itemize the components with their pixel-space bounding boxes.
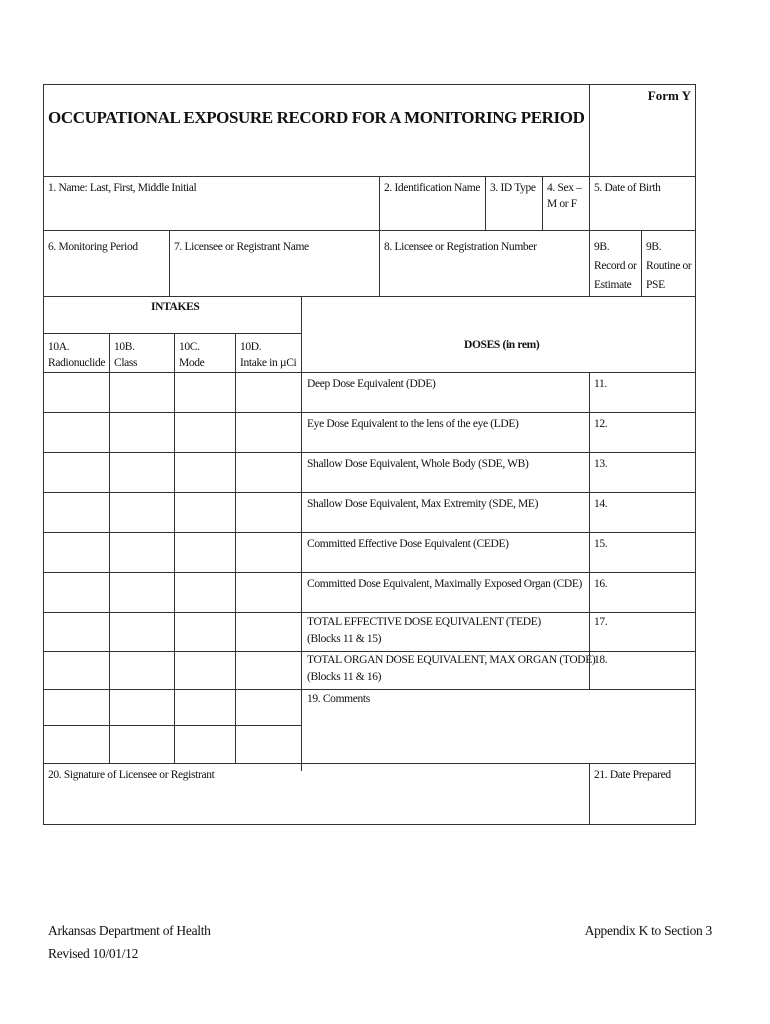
col-mode-l2: Mode (179, 357, 205, 369)
dose-label-cede: Committed Effective Dose Equivalent (CEDE) (307, 538, 509, 550)
divider-c131 (174, 333, 175, 763)
dose-label-tede-l1: TOTAL EFFECTIVE DOSE EQUIVALENT (TEDE) (307, 616, 541, 628)
border-bottom (43, 824, 695, 825)
footer-revised: Revised 10/01/12 (48, 946, 139, 961)
dose-field-17[interactable]: 17. (594, 616, 608, 628)
dose-row-line (301, 372, 695, 373)
field-sex-line1[interactable]: 4. Sex – (547, 182, 582, 194)
dose-row-line (301, 452, 695, 453)
dose-row-line (301, 612, 695, 613)
dose-field-12[interactable]: 12. (594, 418, 608, 430)
col-intake-l2: Intake in µCi (240, 357, 297, 369)
dose-row-line (301, 532, 695, 533)
row-line-1 (43, 176, 695, 177)
intakes-heading-line (43, 333, 301, 334)
form-id: Form Y (647, 88, 691, 103)
field-identification-name[interactable]: 2. Identification Name (384, 182, 481, 194)
field-name[interactable]: 1. Name: Last, First, Middle Initial (48, 182, 197, 194)
dose-row-line (301, 689, 695, 690)
intake-row-line (43, 412, 301, 413)
divider-c66 (109, 333, 110, 763)
signature-field[interactable]: 20. Signature of Licensee or Registrant (48, 769, 215, 781)
field-id-type[interactable]: 3. ID Type (490, 182, 536, 194)
footer-agency: Arkansas Department of Health (48, 923, 211, 938)
col-radionuclide-l2: Radionuclide (48, 357, 106, 369)
dose-field-16[interactable]: 16. (594, 578, 608, 590)
border-top (43, 84, 695, 85)
dose-label-tode-l2: (Blocks 11 & 16) (307, 671, 382, 683)
exposure-record-form (43, 84, 695, 824)
dose-label-sde-wb: Shallow Dose Equivalent, Whole Body (SDE, WB) (307, 458, 529, 470)
divider-intakes-doses (301, 296, 302, 771)
row-line-3 (43, 296, 695, 297)
row-line-2 (43, 230, 695, 231)
intake-row-line (43, 612, 301, 613)
doses-heading: DOSES (in rem) (464, 339, 540, 351)
date-prepared-field[interactable]: 21. Date Prepared (594, 769, 671, 781)
comments-field[interactable]: 19. Comments (307, 693, 370, 705)
divider-c336 (379, 176, 380, 296)
field-record-estimate-l3: Estimate (594, 279, 632, 291)
dose-field-15[interactable]: 15. (594, 538, 608, 550)
col-mode-l1: 10C. (179, 341, 200, 353)
field-date-of-birth[interactable]: 5. Date of Birth (594, 182, 661, 194)
divider-c442 (485, 176, 486, 230)
col-intake-l1: 10D. (240, 341, 262, 353)
divider-right-col (589, 84, 590, 296)
col-class-l2: Class (114, 357, 138, 369)
field-monitoring-period[interactable]: 6. Monitoring Period (48, 241, 138, 253)
col-radionuclide-l1: 10A. (48, 341, 70, 353)
form-title: OCCUPATIONAL EXPOSURE RECORD FOR A MONITORING PERIOD (48, 108, 585, 127)
field-routine-pse-l1[interactable]: 9B. (646, 241, 662, 253)
dose-label-tede-l2: (Blocks 11 & 15) (307, 633, 382, 645)
intake-row-line (43, 651, 301, 652)
dose-row-line (301, 572, 695, 573)
dose-field-11[interactable]: 11. (594, 378, 607, 390)
dose-label-dde: Deep Dose Equivalent (DDE) (307, 378, 436, 390)
intake-row-line (43, 725, 301, 726)
field-record-estimate-l1[interactable]: 9B. (594, 241, 610, 253)
border-right (695, 84, 696, 825)
intake-row-line (43, 572, 301, 573)
intake-row-line (43, 492, 301, 493)
divider-dose-num (589, 372, 590, 689)
divider-signature (589, 763, 590, 824)
dose-label-sde-me: Shallow Dose Equivalent, Max Extremity (SDE, ME) (307, 498, 539, 510)
dose-field-18[interactable]: 18. (594, 654, 608, 666)
dose-label-tode-l1: TOTAL ORGAN DOSE EQUIVALENT, MAX ORGAN (TODE) (307, 654, 596, 666)
field-routine-pse-l3: PSE (646, 279, 665, 291)
field-routine-pse-l2: Routine or (646, 260, 692, 272)
signature-row-line (43, 763, 695, 764)
col-class-l1: 10B. (114, 341, 135, 353)
dose-label-cde: Committed Dose Equivalent, Maximally Exposed Organ (CDE) (307, 578, 582, 590)
dose-row-line (301, 412, 695, 413)
dose-field-14[interactable]: 14. (594, 498, 608, 510)
field-licensee-name[interactable]: 7. Licensee or Registrant Name (174, 241, 309, 253)
border-left (43, 84, 44, 824)
intake-row-line (43, 372, 301, 373)
intake-row-line (43, 532, 301, 533)
intake-row-line (43, 452, 301, 453)
divider-c192 (235, 333, 236, 763)
field-record-estimate-l2: Record or (594, 260, 637, 272)
footer-appendix: Appendix K to Section 3 (584, 923, 712, 938)
dose-field-13[interactable]: 13. (594, 458, 608, 470)
divider-c598 (641, 230, 642, 296)
dose-label-lde: Eye Dose Equivalent to the lens of the eye (LDE) (307, 418, 519, 430)
divider-c499 (542, 176, 543, 230)
intake-row-line (43, 689, 301, 690)
field-sex-line2: M or F (547, 198, 577, 210)
intakes-heading: INTAKES (151, 301, 200, 313)
dose-row-line (301, 492, 695, 493)
field-licensee-number[interactable]: 8. Licensee or Registration Number (384, 241, 537, 253)
divider-c126 (169, 230, 170, 296)
